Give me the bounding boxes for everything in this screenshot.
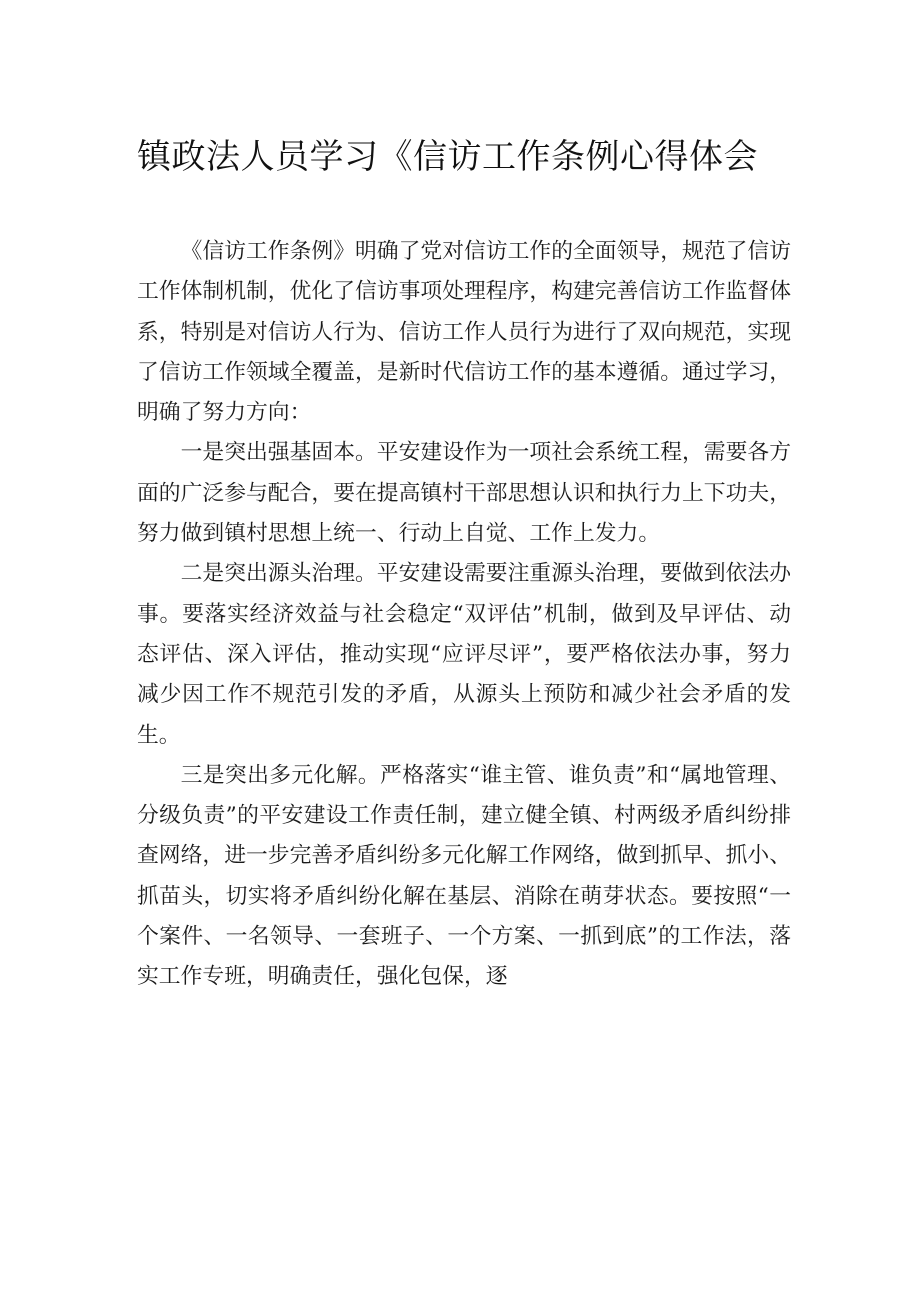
paragraph-intro: 《信访工作条例》明确了党对信访工作的全面领导，规范了信访工作体制机制，优化了信访事项处理程序，构建完善信访工作监督体系，特别是对信访人行为、信访工作人员行为进行了双向规范，实现了信访工作领域全覆盖，是新时代信访工作的基本遵循。通过学习，明确了努力方向：	[137, 239, 791, 426]
paragraph-point-two: 二是突出源头治理。平安建设需要注重源头治理，要做到依法办事。要落实经济效益与社会稳定“双评估”机制，做到及早评估、动态评估、深入评估，推动实现“应评尽评”，要严格依法办事，努力减少因工作不规范引发的矛盾，从源头上预防和减少社会矛盾的发生。	[137, 561, 791, 748]
paragraph-point-three: 三是突出多元化解。严格落实“谁主管、谁负责”和“属地管理、分级负责”的平安建设工作责任制，建立健全镇、村两级矛盾纠纷排查网络，进一步完善矛盾纠纷多元化解工作网络，做到抓早、抓小、抓苗头，切实将矛盾纠纷化解在基层、消除在萌芽状态。要按照“一个案件、一名领导、一套班子、一个方案、一抓到底”的工作法，落实工作专班，明确责任，强化包保，逐	[137, 762, 791, 990]
document-body	[137, 232, 791, 998]
paragraph-point-one: 一是突出强基固本。平安建设作为一项社会系统工程，需要各方面的广泛参与配合，要在提高镇村干部思想认识和执行力上下功夫，努力做到镇村思想上统一、行动上自觉、工作上发力。	[137, 440, 791, 547]
document-title: 镇政法人员学习《信访工作条例心得体会	[137, 137, 758, 177]
